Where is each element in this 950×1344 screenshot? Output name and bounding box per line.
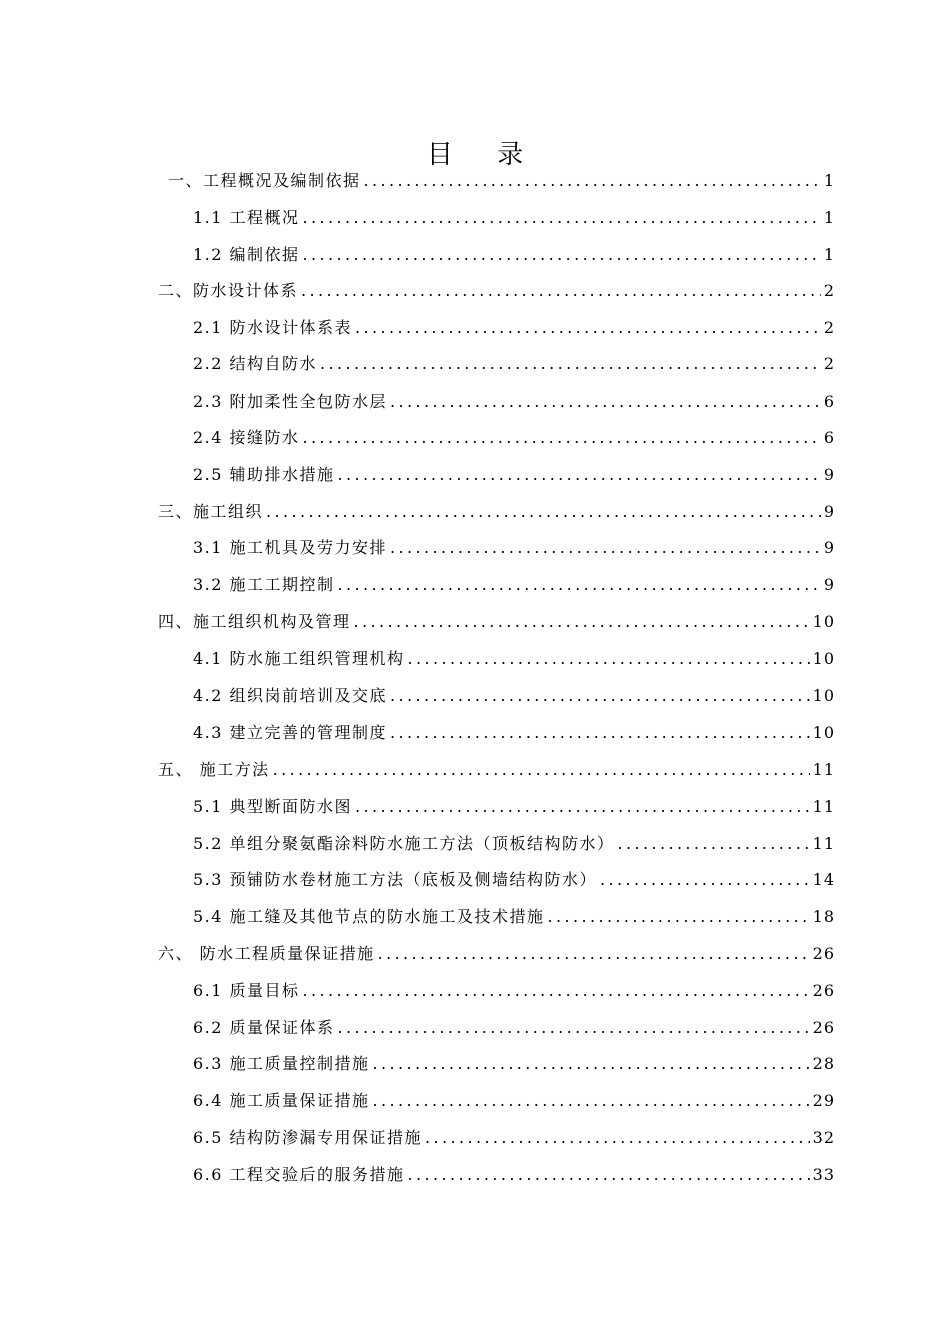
- toc-entry[interactable]: [193, 795, 835, 819]
- toc-entry[interactable]: [193, 352, 835, 376]
- toc-leader-dots: [408, 647, 810, 671]
- toc-leader-dots: [303, 206, 821, 230]
- toc-entry-page: 9: [823, 575, 835, 594]
- toc-entry[interactable]: [158, 758, 835, 782]
- toc-leader-dots: [303, 979, 810, 1003]
- toc-leader-dots: [355, 316, 821, 340]
- toc-entry[interactable]: [193, 832, 835, 856]
- toc-leader-dots: [266, 500, 821, 524]
- toc-entry[interactable]: [193, 1089, 835, 1113]
- toc-leader-dots: [338, 573, 821, 597]
- toc-entry[interactable]: [193, 316, 835, 340]
- toc-entry-page: 33: [812, 1165, 835, 1184]
- toc-entry-label: 六、 防水工程质量保证措施: [158, 944, 375, 963]
- toc-entry[interactable]: [193, 979, 835, 1003]
- toc-entry-label: 3.2 施工工期控制: [193, 575, 335, 594]
- toc-leader-dots: [408, 1163, 810, 1187]
- toc-entry-page: 10: [812, 612, 835, 631]
- toc-entry-page: 6: [823, 428, 835, 447]
- toc-leader-dots: [390, 536, 821, 560]
- toc-entry[interactable]: [168, 169, 835, 193]
- toc-entry-page: 2: [823, 354, 835, 373]
- toc-entry-page: 1: [823, 171, 835, 190]
- toc-entry-label: 2.4 接缝防水: [193, 428, 300, 447]
- toc-entry-page: 10: [812, 723, 835, 742]
- toc-entry[interactable]: [158, 942, 835, 966]
- toc-entry-page: 6: [823, 392, 835, 411]
- toc-entry-label: 1.1 工程概况: [193, 208, 300, 227]
- toc-entry[interactable]: [193, 905, 835, 929]
- toc-entry-page: 9: [823, 502, 835, 521]
- toc-entry[interactable]: [193, 721, 835, 745]
- toc-entry-label: 5.4 施工缝及其他节点的防水施工及技术措施: [193, 907, 545, 926]
- toc-leader-dots: [390, 684, 810, 708]
- toc-entry-label: 6.3 施工质量控制措施: [193, 1054, 370, 1073]
- toc-entry-label: 5.1 典型断面防水图: [193, 797, 353, 816]
- toc-entry-label: 五、 施工方法: [158, 760, 270, 779]
- toc-entry-page: 26: [812, 1018, 835, 1037]
- toc-leader-dots: [273, 758, 810, 782]
- toc-leader-dots: [378, 942, 810, 966]
- toc-entry[interactable]: [193, 243, 835, 267]
- toc-entry-page: 11: [812, 760, 835, 779]
- toc-entry-page: 29: [812, 1091, 835, 1110]
- toc-leader-dots: [301, 279, 821, 303]
- toc-leader-dots: [338, 1016, 810, 1040]
- toc-entry-label: 4.1 防水施工组织管理机构: [193, 649, 405, 668]
- toc-entry-label: 2.3 附加柔性全包防水层: [193, 392, 388, 411]
- toc-leader-dots: [303, 243, 821, 267]
- toc-entry[interactable]: [193, 1016, 835, 1040]
- toc-entry-page: 10: [812, 649, 835, 668]
- toc-entry-page: 26: [812, 944, 835, 963]
- toc-leader-dots: [364, 169, 821, 193]
- toc-leader-dots: [320, 352, 821, 376]
- toc-entry-label: 6.1 质量目标: [193, 981, 300, 1000]
- toc-entry-label: 4.2 组织岗前培训及交底: [193, 686, 388, 705]
- toc-leader-dots: [355, 795, 810, 819]
- toc-entry[interactable]: [193, 206, 835, 230]
- toc-entry-page: 26: [812, 981, 835, 1000]
- toc-entry-label: 1.2 编制依据: [193, 245, 300, 264]
- toc-entry-page: 14: [812, 870, 835, 889]
- toc-leader-dots: [338, 463, 821, 487]
- toc-entry-label: 二、防水设计体系: [158, 281, 299, 300]
- toc-leader-dots: [373, 1052, 810, 1076]
- toc-entry-page: 1: [823, 208, 835, 227]
- toc-entry[interactable]: [193, 1126, 835, 1150]
- toc-leader-dots: [303, 426, 821, 450]
- toc-entry-label: 三、施工组织: [158, 502, 264, 521]
- toc-entry[interactable]: [193, 390, 835, 414]
- toc-entry-label: 一、工程概况及编制依据: [168, 171, 361, 190]
- toc-leader-dots: [354, 610, 810, 634]
- toc-entry-label: 2.5 辅助排水措施: [193, 465, 335, 484]
- toc-entry-label: 4.3 建立完善的管理制度: [193, 723, 388, 742]
- toc-entry-page: 10: [812, 686, 835, 705]
- toc-entry[interactable]: [158, 610, 835, 634]
- toc-entry[interactable]: [158, 500, 835, 524]
- toc-entry[interactable]: [193, 1052, 835, 1076]
- toc-entry-label: 3.1 施工机具及劳力安排: [193, 538, 388, 557]
- toc-entry-page: 2: [823, 281, 835, 300]
- toc-entry-label: 6.6 工程交验后的服务措施: [193, 1165, 405, 1184]
- toc-entry-page: 9: [823, 465, 835, 484]
- toc-entry-label: 6.4 施工质量保证措施: [193, 1091, 370, 1110]
- toc-entry[interactable]: [193, 868, 835, 892]
- toc-entry-label: 2.2 结构自防水: [193, 354, 318, 373]
- toc-entry-label: 四、施工组织机构及管理: [158, 612, 351, 631]
- toc-leader-dots: [548, 905, 810, 929]
- toc-entry[interactable]: [158, 279, 835, 303]
- toc-entry[interactable]: [193, 463, 835, 487]
- toc-entry[interactable]: [193, 684, 835, 708]
- toc-entry-page: 11: [812, 834, 835, 853]
- toc-leader-dots: [390, 721, 810, 745]
- toc-entry[interactable]: [193, 1163, 835, 1187]
- toc-entry-page: 32: [812, 1128, 835, 1147]
- toc-title: 目 录: [426, 140, 542, 170]
- toc-entry[interactable]: [193, 647, 835, 671]
- toc-entry-page: 11: [812, 797, 835, 816]
- toc-entry-label: 5.3 预铺防水卷材施工方法（底板及侧墙结构防水）: [193, 870, 598, 889]
- toc-entry-label: 6.5 结构防渗漏专用保证措施: [193, 1128, 423, 1147]
- toc-entry-label: 5.2 单组分聚氨酯涂料防水施工方法（顶板结构防水）: [193, 834, 615, 853]
- toc-entry[interactable]: [193, 573, 835, 597]
- toc-entry-label: 2.1 防水设计体系表: [193, 318, 353, 337]
- toc-entry-page: 2: [823, 318, 835, 337]
- toc-entry-page: 1: [823, 245, 835, 264]
- toc-entry-page: 9: [823, 538, 835, 557]
- toc-entry-label: 6.2 质量保证体系: [193, 1018, 335, 1037]
- toc-leader-dots: [373, 1089, 810, 1113]
- toc-entry[interactable]: [193, 426, 835, 450]
- toc-leader-dots: [618, 832, 810, 856]
- toc-entry[interactable]: [193, 536, 835, 560]
- toc-entry-page: 18: [812, 907, 835, 926]
- toc-leader-dots: [425, 1126, 810, 1150]
- toc-entry-page: 28: [812, 1054, 835, 1073]
- toc-leader-dots: [600, 868, 810, 892]
- toc-leader-dots: [390, 390, 821, 414]
